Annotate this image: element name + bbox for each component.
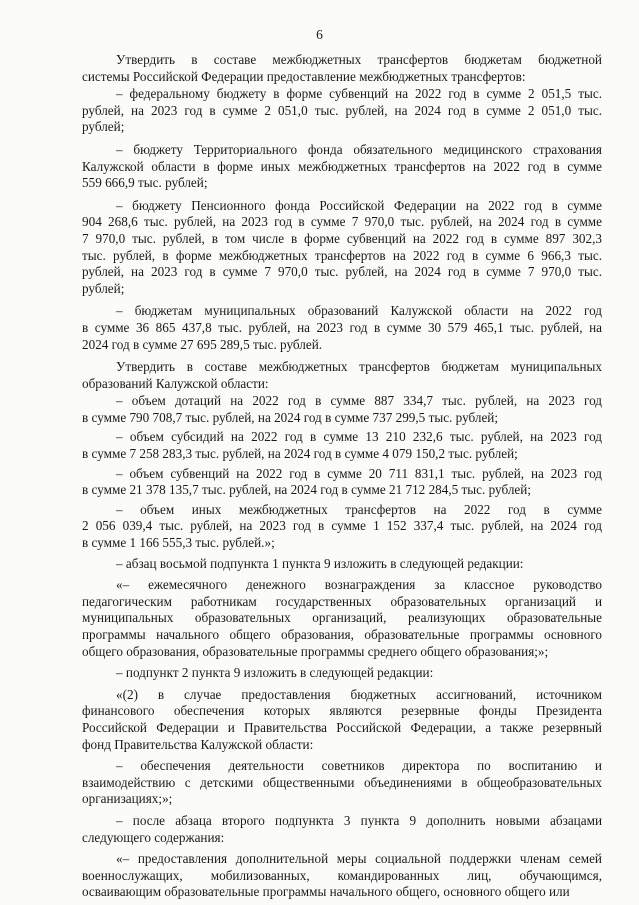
paragraph [82, 556, 602, 573]
text-line: – объем субвенций на 2022 год в сумме 20 711 831,1 тыс. рублей, на 2023 год [116, 465, 602, 481]
text-line: – объем субсидий на 2022 год в сумме 13 210 232,6 тыс. рублей, на 2023 год [116, 429, 602, 445]
text-line: в сумме 1 166 555,3 тыс. рублей.»; [82, 535, 275, 551]
paragraph [82, 359, 602, 392]
text-line: 2024 год в сумме 27 695 289,5 тыс. рублей. [82, 336, 323, 352]
text-line: Калужской области в форме иных межбюджетных трансфертов на 2022 год в сумме [82, 158, 602, 174]
text-line: «– ежемесячного денежного вознаграждения за классное руководство [116, 577, 602, 593]
text-line: – абзац восьмой подпункта 1 пункта 9 изложить в следующей редакции: [116, 555, 524, 571]
text-line: общего образования, образовательные программы среднего общего образования;»; [82, 643, 549, 659]
paragraph [82, 303, 602, 353]
paragraph [82, 429, 602, 462]
text-line: тыс. рублей, в форме межбюджетных трансфертов на 2022 год в сумме 6 966,3 тыс. [82, 247, 602, 263]
text-line: 904 268,6 тыс. рублей, на 2023 год в сумме 7 970,0 тыс. рублей, на 2024 год в сумме [82, 214, 602, 230]
text-line: образований Калужской области: [82, 375, 269, 391]
text-line: фонд Правительства Калужской области: [82, 736, 314, 752]
text-line: рублей; [82, 119, 125, 135]
text-line: следующего содержания: [82, 829, 225, 845]
text-line: осваивающим образовательные программы начального общего, основного общего или [82, 884, 570, 900]
paragraph [82, 198, 602, 298]
text-line: – бюджету Пенсионного фонда Российской Федерации на 2022 год в сумме [116, 197, 602, 213]
text-line: рублей, на 2023 год в сумме 7 970,0 тыс. рублей, на 2024 год в сумме 7 970,0 тыс. [82, 264, 602, 280]
text-line: системы Российской Федерации предоставление межбюджетных трансфертов: [82, 68, 526, 84]
text-line: – обеспечения деятельности советников директора по воспитанию и [116, 758, 602, 774]
document-body [82, 52, 602, 901]
text-line: 2 056 039,4 тыс. рублей, на 2023 год в сумме 1 152 337,4 тыс. рублей, на 2024 год [82, 518, 602, 534]
paragraph [82, 665, 602, 682]
text-line: «(2) в случае предоставления бюджетных ассигнований, источником [116, 686, 602, 702]
text-line: Российской Федерации и Правительства Российской Федерации, а также резервный [82, 719, 602, 735]
text-line: педагогическим работникам государственных образовательных организаций и [82, 593, 602, 609]
paragraph [82, 687, 602, 753]
page-number: 6 [316, 27, 323, 42]
text-line: рублей; [82, 280, 125, 296]
text-line: организациях;»; [82, 791, 173, 807]
text-line: программы начального общего образования, образовательные программы основного [82, 627, 602, 642]
text-line: – подпункт 2 пункта 9 изложить в следующей редакции: [116, 665, 434, 681]
paragraph [82, 813, 602, 846]
text-line: в сумме 790 708,7 тыс. рублей, на 2024 год в сумме 737 299,5 тыс. рублей; [82, 409, 499, 425]
paragraph [82, 52, 602, 85]
text-line: – после абзаца второго подпункта 3 пункта 9 дополнить новыми абзацами [116, 812, 602, 828]
text-line: муниципальных образовательных организаций, реализующих образовательные [82, 610, 602, 626]
text-line: «– предоставления дополнительной меры социальной поддержки членам семей [116, 851, 602, 867]
paragraph [82, 393, 602, 426]
text-line: финансового обеспечения которых являются резервные фонды Президента [82, 703, 602, 719]
paragraph [82, 758, 602, 808]
text-line: военнослужащих, мобилизованных, командированных лиц, обучающимся, [82, 867, 602, 883]
text-line: Утвердить в составе межбюджетных трансфертов бюджетам бюджетной [116, 52, 602, 67]
text-line: в сумме 7 258 283,3 тыс. рублей, на 2024 год в сумме 4 079 150,2 тыс. рублей; [82, 446, 518, 462]
text-line: – объем иных межбюджетных трансфертов на 2022 год в сумме [116, 501, 602, 517]
text-line: в сумме 36 865 437,8 тыс. рублей, на 2023 год в сумме 30 579 465,1 тыс. рублей, на [82, 319, 602, 335]
paragraph [82, 502, 602, 552]
paragraph [82, 466, 602, 499]
text-line: взаимодействию с детскими общественными объединениями в общеобразовательных [82, 774, 602, 790]
text-line: Утвердить в составе межбюджетных трансфертов бюджетам муниципальных [116, 359, 602, 375]
text-line: – федеральному бюджету в форме субвенций на 2022 год в сумме 2 051,5 тыс. [116, 86, 602, 102]
text-line: – бюджетам муниципальных образований Калужской области на 2022 год [116, 303, 602, 319]
text-line: в сумме 21 378 135,7 тыс. рублей, на 2024 год в сумме 21 712 284,5 тыс. рублей; [82, 482, 531, 498]
paragraph [82, 86, 602, 136]
paragraph [82, 851, 602, 901]
text-line: – объем дотаций на 2022 год в сумме 887 334,7 тыс. рублей, на 2023 год [116, 393, 602, 409]
text-line: 7 970,0 тыс. рублей, в том числе в форме субвенций на 2022 год в сумме 897 302,3 [82, 230, 602, 246]
text-line: – бюджету Территориального фонда обязательного медицинского страхования [116, 141, 602, 157]
text-line: рублей, на 2023 год в сумме 2 051,0 тыс. рублей, на 2024 год в сумме 2 051,0 тыс. [82, 102, 602, 118]
paragraph [82, 142, 602, 192]
text-line: 559 666,9 тыс. рублей; [82, 175, 208, 191]
paragraph [82, 577, 602, 660]
